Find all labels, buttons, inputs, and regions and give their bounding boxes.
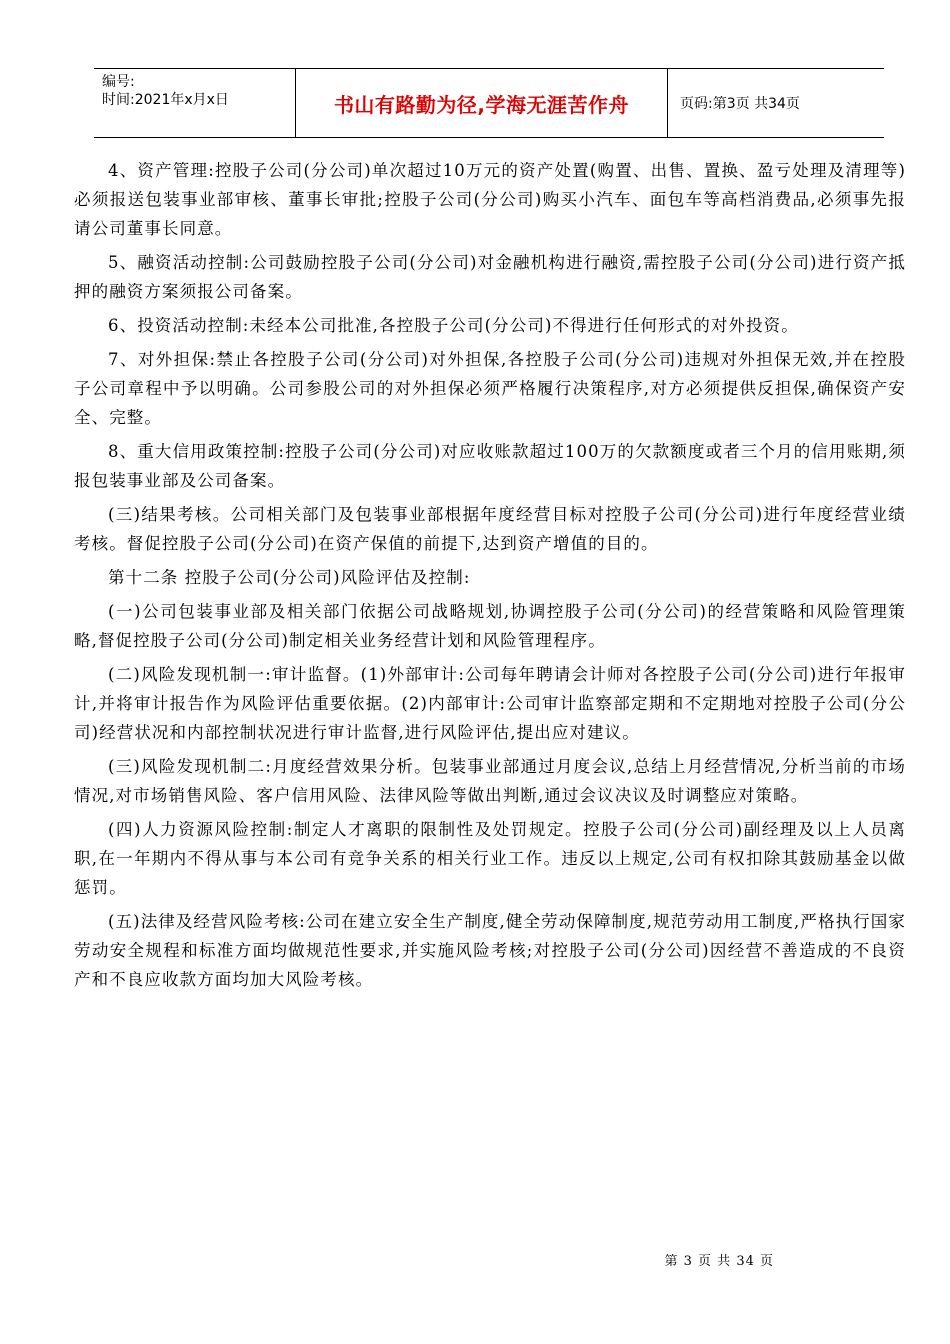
paragraph: 8、重大信用政策控制:控股子公司(分公司)对应收账款超过100万的欠款额度或者三个月的信用账期,须报包装事业部及公司备案。 — [74, 442, 906, 490]
paragraph: 7、对外担保:禁止各控股子公司(分公司)对外担保,各控股子公司(分公司)违规对外担保无效,并在控股子公司章程中予以明确。公司参股公司的对外担保必须严格履行决策程序,对方必须提供反担保,确保资产安全、完整。 — [74, 350, 906, 427]
section-heading: 第十二条 控股子公司(分公司)风险评估及控制: — [108, 568, 471, 587]
document-time-label: 时间:2021年x月x日 — [102, 92, 229, 108]
document-body — [74, 156, 906, 999]
paragraph: 5、融资活动控制:公司鼓励控股子公司(分公司)对金融机构进行融资,需控股子公司(分公司)进行资产抵押的融资方案须报公司备案。 — [74, 253, 906, 301]
header-meta — [94, 69, 296, 137]
paragraph: (三)风险发现机制二:月度经营效果分析。包装事业部通过月度会议,总结上月经营情况,分析当前的市场情况,对市场销售风险、客户信用风险、法律风险等做出判断,通过会议决议及时调整应对策略。 — [74, 757, 906, 805]
paragraph: 4、资产管理:控股子公司(分公司)单次超过10万元的资产处置(购置、出售、置换、盈亏处理及清理等)必须报送包装事业部审核、董事长审批;控股子公司(分公司)购买小汽车、面包车等高档消费品,必须事先报请公司董事长同意。 — [74, 161, 906, 238]
paragraph: 6、投资活动控制:未经本公司批准,各控股子公司(分公司)不得进行任何形式的对外投资。 — [108, 316, 799, 335]
document-number-label: 编号: — [102, 74, 135, 90]
paragraph: (五)法律及经营风险考核:公司在建立安全生产制度,健全劳动保障制度,规范劳动用工制度,严格执行国家劳动安全规程和标准方面均做规范性要求,并实施风险考核;对控股子公司(分公司)因经营不善造成的不良资产和不良应收款方面均加大风险考核。 — [74, 912, 906, 989]
paragraph: (三)结果考核。公司相关部门及包装事业部根据年度经营目标对控股子公司(分公司)进行年度经营业绩考核。督促控股子公司(分公司)在资产保值的前提下,达到资产增值的目的。 — [74, 505, 906, 553]
page-footer: 第 3 页 共 34 页 — [664, 1254, 774, 1269]
header-motto: 书山有路勤为径,学海无涯苦作舟 — [296, 69, 668, 137]
paragraph: (四)人力资源风险控制:制定人才离职的限制性及处罚规定。控股子公司(分公司)副经理及以上人员离职,在一年期内不得从事与本公司有竞争关系的相关行业工作。违反以上规定,公司有权扣除其鼓励基金以做惩罚。 — [74, 820, 906, 897]
paragraph: (二)风险发现机制一:审计监督。(1)外部审计:公司每年聘请会计师对各控股子公司(分公司)进行年报审计,并将审计报告作为风险评估重要依据。(2)内部审计:公司审计监察部定期和不定期地对控股子公司(分公司)经营状况和内部控制状况进行审计监督,进行风险评估,提出应对建议。 — [74, 665, 906, 742]
paragraph: (一)公司包装事业部及相关部门依据公司战略规划,协调控股子公司(分公司)的经营策略和风险管理策略,督促控股子公司(分公司)制定相关业务经营计划和风险管理程序。 — [74, 602, 906, 650]
header-page-info: 页码:第3页 共34页 — [680, 96, 800, 112]
page-header — [94, 68, 884, 138]
